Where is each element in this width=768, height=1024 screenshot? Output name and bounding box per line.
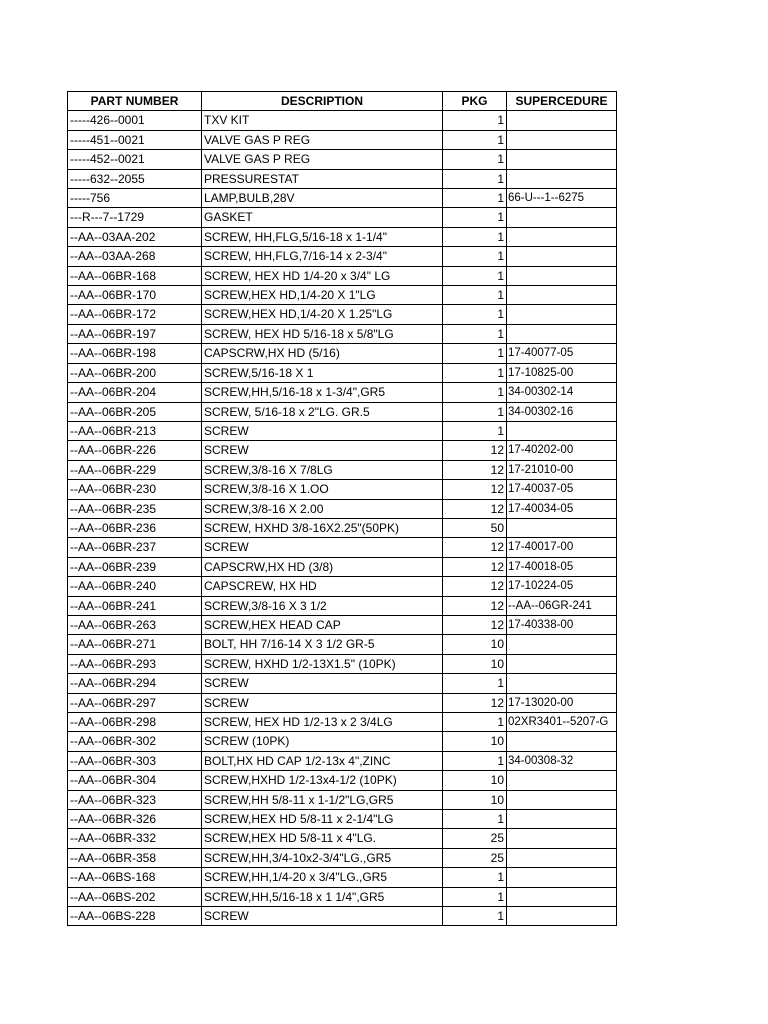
part-number-cell: -----756 — [68, 189, 202, 208]
supercedure-cell — [507, 266, 617, 285]
pkg-cell: 10 — [443, 771, 507, 790]
pkg-cell: 1 — [443, 266, 507, 285]
pkg-cell: 25 — [443, 848, 507, 867]
description-cell: SCREW, HEX HD 1/4-20 x 3/4" LG — [202, 266, 443, 285]
supercedure-cell — [507, 286, 617, 305]
description-cell: SCREW, HEX HD 1/2-13 x 2 3/4LG — [202, 713, 443, 732]
description-cell: SCREW, HXHD 3/8-16X2.25"(50PK) — [202, 518, 443, 537]
pkg-cell: 12 — [443, 499, 507, 518]
pkg-cell: 1 — [443, 169, 507, 188]
part-number-cell: --AA--06BR-198 — [68, 344, 202, 363]
part-number-cell: --AA--06BR-298 — [68, 713, 202, 732]
pkg-cell: 12 — [443, 460, 507, 479]
table-row — [68, 227, 617, 246]
supercedure-cell: 17-40077-05 — [507, 344, 617, 363]
part-number-cell: --AA--06BR-302 — [68, 732, 202, 751]
part-number-cell: -----451--0021 — [68, 130, 202, 149]
pkg-cell: 1 — [443, 907, 507, 926]
pkg-cell: 12 — [443, 538, 507, 557]
supercedure-cell: 17-21010-00 — [507, 460, 617, 479]
part-number-cell: --AA--06BR-168 — [68, 266, 202, 285]
supercedure-cell: 17-10224-05 — [507, 577, 617, 596]
table-row — [68, 460, 617, 479]
description-cell: SCREW,HXHD 1/2-13x4-1/2 (10PK) — [202, 771, 443, 790]
table-row — [68, 344, 617, 363]
pkg-cell: 1 — [443, 227, 507, 246]
table-row — [68, 577, 617, 596]
table-row — [68, 654, 617, 673]
description-cell: SCREW,HEX HD,1/4-20 X 1"LG — [202, 286, 443, 305]
pkg-cell: 50 — [443, 518, 507, 537]
supercedure-cell: 17-40202-00 — [507, 441, 617, 460]
part-number-cell: --AA--06BR-229 — [68, 460, 202, 479]
pkg-cell: 12 — [443, 441, 507, 460]
description-cell: SCREW,HEX HD 5/8-11 x 4"LG. — [202, 829, 443, 848]
supercedure-cell: 17-40338-00 — [507, 615, 617, 634]
pkg-cell: 12 — [443, 693, 507, 712]
header-part-number: PART NUMBER — [68, 92, 202, 111]
description-cell: SCREW,HEX HD,1/4-20 X 1.25"LG — [202, 305, 443, 324]
pkg-cell: 1 — [443, 208, 507, 227]
table-row — [68, 189, 617, 208]
part-number-cell: --AA--06BR-263 — [68, 615, 202, 634]
supercedure-cell: 17-10825-00 — [507, 363, 617, 382]
pkg-cell: 1 — [443, 130, 507, 149]
supercedure-cell: 17-40017-00 — [507, 538, 617, 557]
description-cell: SCREW — [202, 674, 443, 693]
part-number-cell: --AA--06BS-168 — [68, 868, 202, 887]
pkg-cell: 1 — [443, 189, 507, 208]
pkg-cell: 1 — [443, 868, 507, 887]
table-row — [68, 363, 617, 382]
part-number-cell: --AA--06BR-297 — [68, 693, 202, 712]
table-row — [68, 693, 617, 712]
pkg-cell: 10 — [443, 732, 507, 751]
supercedure-cell — [507, 829, 617, 848]
supercedure-cell — [507, 810, 617, 829]
supercedure-cell: 17-40037-05 — [507, 480, 617, 499]
pkg-cell: 1 — [443, 751, 507, 770]
pkg-cell: 1 — [443, 674, 507, 693]
supercedure-cell: 17-40018-05 — [507, 557, 617, 576]
table-row — [68, 499, 617, 518]
table-row — [68, 615, 617, 634]
description-cell: SCREW, HXHD 1/2-13X1.5" (10PK) — [202, 654, 443, 673]
part-number-cell: --AA--06BS-228 — [68, 907, 202, 926]
pkg-cell: 1 — [443, 810, 507, 829]
pkg-cell: 1 — [443, 111, 507, 130]
pkg-cell: 1 — [443, 344, 507, 363]
pkg-cell: 10 — [443, 635, 507, 654]
pkg-cell: 1 — [443, 363, 507, 382]
description-cell: SCREW,3/8-16 X 3 1/2 — [202, 596, 443, 615]
table-row — [68, 732, 617, 751]
part-number-cell: -----452--0021 — [68, 150, 202, 169]
pkg-cell: 1 — [443, 305, 507, 324]
pkg-cell: 1 — [443, 324, 507, 343]
table-row — [68, 810, 617, 829]
table-row — [68, 324, 617, 343]
table-row — [68, 266, 617, 285]
description-cell: SCREW (10PK) — [202, 732, 443, 751]
supercedure-cell: 02XR3401--5207-G — [507, 713, 617, 732]
description-cell: SCREW,5/16-18 X 1 — [202, 363, 443, 382]
table-row — [68, 247, 617, 266]
supercedure-cell — [507, 111, 617, 130]
pkg-cell: 12 — [443, 596, 507, 615]
description-cell: SCREW — [202, 693, 443, 712]
part-number-cell: --AA--06BR-237 — [68, 538, 202, 557]
supercedure-cell — [507, 130, 617, 149]
table-row — [68, 868, 617, 887]
part-number-cell: -----632--2055 — [68, 169, 202, 188]
pkg-cell: 12 — [443, 480, 507, 499]
description-cell: SCREW,HH,3/4-10x2-3/4"LG.,GR5 — [202, 848, 443, 867]
pkg-cell: 1 — [443, 150, 507, 169]
table-row — [68, 635, 617, 654]
part-number-cell: --AA--06BR-213 — [68, 421, 202, 440]
part-number-cell: --AA--03AA-268 — [68, 247, 202, 266]
description-cell: SCREW — [202, 441, 443, 460]
table-body — [68, 111, 617, 926]
pkg-cell: 12 — [443, 615, 507, 634]
part-number-cell: --AA--06BR-226 — [68, 441, 202, 460]
description-cell: SCREW,HH,1/4-20 x 3/4"LG.,GR5 — [202, 868, 443, 887]
part-number-cell: --AA--06BR-172 — [68, 305, 202, 324]
part-number-cell: --AA--06BR-235 — [68, 499, 202, 518]
table-row — [68, 790, 617, 809]
part-number-cell: --AA--06BR-304 — [68, 771, 202, 790]
supercedure-cell — [507, 635, 617, 654]
table-row — [68, 421, 617, 440]
pkg-cell: 1 — [443, 247, 507, 266]
supercedure-cell — [507, 907, 617, 926]
pkg-cell: 12 — [443, 577, 507, 596]
part-number-cell: --AA--06BS-202 — [68, 887, 202, 906]
pkg-cell: 10 — [443, 654, 507, 673]
table-row — [68, 713, 617, 732]
table-row — [68, 557, 617, 576]
supercedure-cell — [507, 305, 617, 324]
table-row — [68, 887, 617, 906]
supercedure-cell: 34-00302-14 — [507, 383, 617, 402]
part-number-cell: --AA--03AA-202 — [68, 227, 202, 246]
supercedure-cell: 17-13020-00 — [507, 693, 617, 712]
table-row — [68, 402, 617, 421]
supercedure-cell: 34-00302-16 — [507, 402, 617, 421]
table-row — [68, 286, 617, 305]
description-cell: CAPSCREW, HX HD — [202, 577, 443, 596]
supercedure-cell — [507, 848, 617, 867]
part-number-cell: --AA--06BR-240 — [68, 577, 202, 596]
description-cell: BOLT,HX HD CAP 1/2-13x 4",ZINC — [202, 751, 443, 770]
supercedure-cell — [507, 421, 617, 440]
part-number-cell: --AA--06BR-332 — [68, 829, 202, 848]
pkg-cell: 1 — [443, 887, 507, 906]
table-row — [68, 907, 617, 926]
header-description: DESCRIPTION — [202, 92, 443, 111]
part-number-cell: --AA--06BR-241 — [68, 596, 202, 615]
table-row — [68, 751, 617, 770]
table-row — [68, 538, 617, 557]
part-number-cell: --AA--06BR-326 — [68, 810, 202, 829]
header-supercedure: SUPERCEDURE — [507, 92, 617, 111]
table-row — [68, 518, 617, 537]
description-cell: PRESSURESTAT — [202, 169, 443, 188]
part-number-cell: --AA--06BR-170 — [68, 286, 202, 305]
description-cell: SCREW — [202, 907, 443, 926]
description-cell: SCREW, HH,FLG,5/16-18 x 1-1/4" — [202, 227, 443, 246]
part-number-cell: --AA--06BR-323 — [68, 790, 202, 809]
description-cell: TXV KIT — [202, 111, 443, 130]
pkg-cell: 25 — [443, 829, 507, 848]
table-row — [68, 208, 617, 227]
pkg-cell: 1 — [443, 402, 507, 421]
table-row — [68, 848, 617, 867]
part-number-cell: --AA--06BR-200 — [68, 363, 202, 382]
supercedure-cell — [507, 518, 617, 537]
description-cell: VALVE GAS P REG — [202, 130, 443, 149]
description-cell: VALVE GAS P REG — [202, 150, 443, 169]
supercedure-cell — [507, 868, 617, 887]
table-row — [68, 480, 617, 499]
supercedure-cell — [507, 732, 617, 751]
supercedure-cell — [507, 150, 617, 169]
supercedure-cell: 34-00308-32 — [507, 751, 617, 770]
table-row — [68, 111, 617, 130]
part-number-cell: --AA--06BR-271 — [68, 635, 202, 654]
header-row — [68, 92, 617, 111]
supercedure-cell — [507, 227, 617, 246]
part-number-cell: ---R---7--1729 — [68, 208, 202, 227]
part-number-cell: --AA--06BR-205 — [68, 402, 202, 421]
supercedure-cell — [507, 208, 617, 227]
description-cell: SCREW,HEX HD 5/8-11 x 2-1/4"LG — [202, 810, 443, 829]
part-number-cell: --AA--06BR-294 — [68, 674, 202, 693]
description-cell: SCREW,3/8-16 X 7/8LG — [202, 460, 443, 479]
supercedure-cell — [507, 247, 617, 266]
description-cell: SCREW,3/8-16 X 2.00 — [202, 499, 443, 518]
table-row — [68, 305, 617, 324]
part-number-cell: --AA--06BR-204 — [68, 383, 202, 402]
supercedure-cell — [507, 169, 617, 188]
pkg-cell: 1 — [443, 286, 507, 305]
parts-table — [67, 91, 617, 926]
description-cell: SCREW, HEX HD 5/16-18 x 5/8"LG — [202, 324, 443, 343]
description-cell: GASKET — [202, 208, 443, 227]
header-pkg: PKG — [443, 92, 507, 111]
table-row — [68, 441, 617, 460]
supercedure-cell: 66-U---1--6275 — [507, 189, 617, 208]
supercedure-cell — [507, 324, 617, 343]
description-cell: SCREW,HH,5/16-18 x 1-3/4",GR5 — [202, 383, 443, 402]
table-header — [68, 92, 617, 111]
table-row — [68, 674, 617, 693]
supercedure-cell — [507, 674, 617, 693]
description-cell: BOLT, HH 7/16-14 X 3 1/2 GR-5 — [202, 635, 443, 654]
table-row — [68, 771, 617, 790]
part-number-cell: --AA--06BR-303 — [68, 751, 202, 770]
table-row — [68, 169, 617, 188]
table-row — [68, 150, 617, 169]
part-number-cell: --AA--06BR-358 — [68, 848, 202, 867]
pkg-cell: 1 — [443, 383, 507, 402]
part-number-cell: --AA--06BR-230 — [68, 480, 202, 499]
supercedure-cell — [507, 771, 617, 790]
supercedure-cell — [507, 654, 617, 673]
part-number-cell: -----426--0001 — [68, 111, 202, 130]
description-cell: SCREW — [202, 538, 443, 557]
description-cell: SCREW,HH 5/8-11 x 1-1/2"LG,GR5 — [202, 790, 443, 809]
part-number-cell: --AA--06BR-239 — [68, 557, 202, 576]
supercedure-cell: --AA--06GR-241 — [507, 596, 617, 615]
description-cell: CAPSCRW,HX HD (3/8) — [202, 557, 443, 576]
table-row — [68, 383, 617, 402]
part-number-cell: --AA--06BR-236 — [68, 518, 202, 537]
table-row — [68, 829, 617, 848]
pkg-cell: 10 — [443, 790, 507, 809]
description-cell: SCREW,HEX HEAD CAP — [202, 615, 443, 634]
pkg-cell: 1 — [443, 713, 507, 732]
supercedure-cell — [507, 887, 617, 906]
supercedure-cell — [507, 790, 617, 809]
description-cell: LAMP,BULB,28V — [202, 189, 443, 208]
pkg-cell: 12 — [443, 557, 507, 576]
description-cell: SCREW — [202, 421, 443, 440]
description-cell: SCREW,HH,5/16-18 x 1 1/4",GR5 — [202, 887, 443, 906]
description-cell: SCREW, HH,FLG,7/16-14 x 2-3/4" — [202, 247, 443, 266]
table-row — [68, 130, 617, 149]
part-number-cell: --AA--06BR-293 — [68, 654, 202, 673]
description-cell: SCREW,3/8-16 X 1.OO — [202, 480, 443, 499]
pkg-cell: 1 — [443, 421, 507, 440]
description-cell: SCREW, 5/16-18 x 2"LG. GR.5 — [202, 402, 443, 421]
supercedure-cell: 17-40034-05 — [507, 499, 617, 518]
part-number-cell: --AA--06BR-197 — [68, 324, 202, 343]
description-cell: CAPSCRW,HX HD (5/16) — [202, 344, 443, 363]
table-row — [68, 596, 617, 615]
